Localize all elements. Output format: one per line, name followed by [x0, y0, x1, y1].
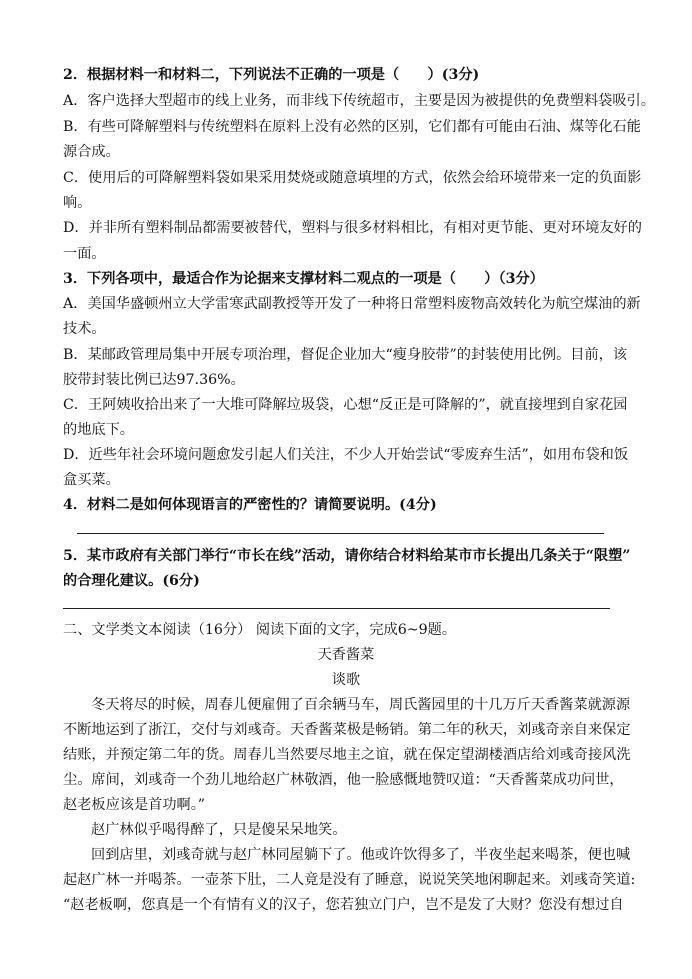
answer-line-q4: [77, 533, 604, 534]
q3-option-c: C．王阿姨收拾出来了一大堆可降解垃圾袋，心想“反正是可降解的”，就直接埋到自家花园: [63, 397, 628, 413]
q2-option-d: D．并非所有塑料制品都需要被替代，塑料与很多材料相比，有相对更节能、更对环境友好的: [63, 220, 642, 236]
q3-option-b-cont: 胶带封装比例已达97.36%。: [63, 372, 245, 388]
q2-option-b-cont: 源合成。: [63, 144, 120, 160]
q2-option-c-cont: 响。: [63, 195, 92, 211]
q2-option-a: A．客户选择大型超市的线上业务，而非线下传统超市，主要是因为被提供的免费塑料袋吸引。: [63, 93, 655, 109]
paragraph-1-line-1: 冬天将尽的时候，周春儿便雇佣了百余辆马车，周氏酱园里的十几万斤天香酱菜就源源: [91, 697, 631, 713]
q3-option-c-cont: 的地底下。: [63, 422, 134, 438]
story-title: 天香酱菜: [317, 647, 375, 663]
question-5-cont: 的合理化建议。(6分): [63, 573, 200, 589]
paragraph-1-line-2: 不断地运到了浙江，交付与刘彧奇。天香酱菜极是畅销。第二年的秋天，刘彧奇亲自来保定: [63, 722, 631, 738]
q2-option-b: B．有些可降解塑料与传统塑料在原料上没有必然的区别，它们都有可能由石油、煤等化石能: [63, 119, 641, 135]
story-author: 谈歌: [331, 672, 361, 688]
question-4: 4．材料二是如何体现语言的严密性的？请简要说明。(4分): [63, 497, 437, 513]
q3-option-a-cont: 技术。: [63, 321, 106, 337]
q3-option-b: B．某邮政管理局集中开展专项治理，督促企业加大“瘦身胶带”的封装使用比例。目前，该: [63, 347, 628, 363]
answer-line-q5: [63, 608, 610, 609]
q2-option-d-cont: 一面。: [63, 246, 106, 262]
section-heading: 二、文学类文本阅读（16分） 阅读下面的文字，完成6~9题。: [63, 622, 457, 638]
paragraph-1-line-5: 赵老板应该是首功啊。”: [63, 797, 206, 813]
q3-option-d-cont: 盒买菜。: [63, 472, 120, 488]
paragraph-3-line-3: “赵老板啊，您真是一个有情有义的汉子，您若独立门户，岂不是发了大财？您没有想过自: [63, 897, 624, 913]
question-3: 3．下列各项中，最适合作为论据来支撑材料二观点的一项是（ ）（3分）: [63, 271, 544, 287]
q2-option-c: C．使用后的可降解塑料袋如果采用焚烧或随意填埋的方式，依然会给环境带来一定的负面影: [63, 170, 642, 186]
paragraph-3-line-2: 起赵广林一并喝茶。一壶茶下肚，二人竟是没有了睡意，说说笑笑地闲聊起来。刘彧奇笑道:: [63, 872, 636, 888]
q3-option-d: D．近些年社会环境问题愈发引起人们关注，不少人开始尝试“零废弃生活”，如用布袋和饭: [63, 447, 629, 463]
question-2: 2．根据材料一和材料二，下列说法不正确的一项是（ ）(3分): [63, 67, 480, 83]
paragraph-1-line-3: 结账，并预定第二年的货。周春儿当然要尽地主之谊，就在保定望湖楼酒店给刘彧奇接风洗: [63, 747, 631, 763]
paragraph-1-line-4: 尘。席间，刘彧奇一个劲儿地给赵广林敬酒，他一脸感慨地赞叹道：“天香酱菜成功问世，: [63, 772, 624, 788]
paragraph-3-line-1: 回到店里，刘彧奇就与赵广林同屋躺下了。他或许饮得多了，半夜坐起来喝茶，便也喊: [91, 847, 631, 863]
q3-option-a: A．美国华盛顿州立大学雷寒武副教授等开发了一种将日常塑料废物高效转化为航空煤油的新: [63, 296, 641, 312]
question-5: 5．某市政府有关部门举行“市长在线”活动，请你结合材料给某市市长提出几条关于“限塑”: [63, 548, 631, 564]
paragraph-2: 赵广林似乎喝得醉了，只是傻呆呆地笑。: [91, 822, 347, 838]
